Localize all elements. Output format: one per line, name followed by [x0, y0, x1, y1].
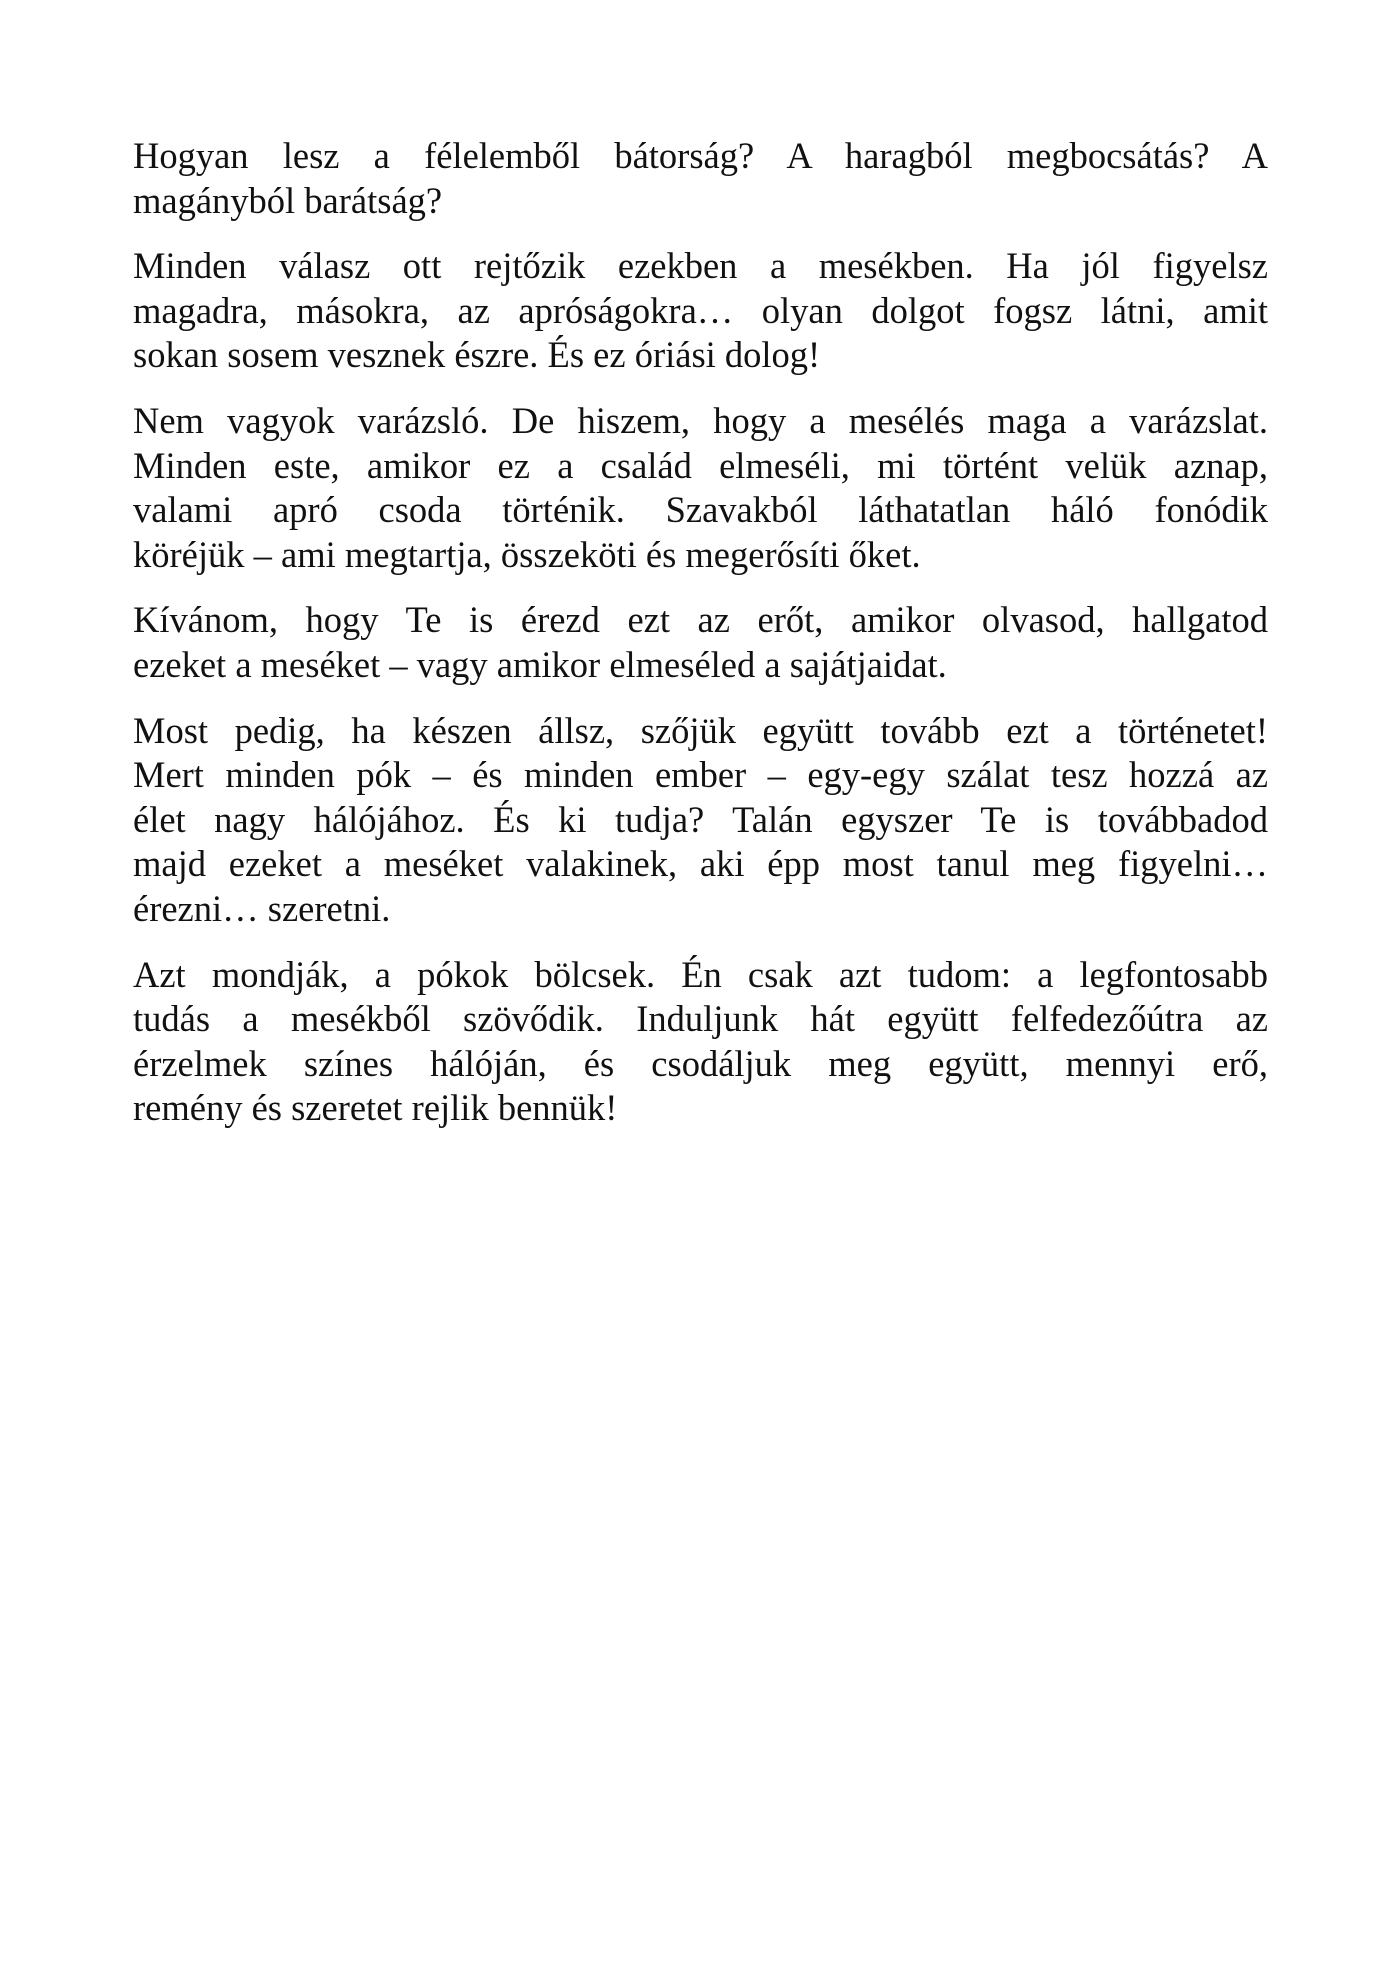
text-line: Minden válasz ott rejtőzik ezekben a mesékben. Ha jól figyelsz — [133, 245, 1268, 287]
text-line: Most pedig, ha készen állsz, szőjük együtt tovább ezt a történetet! — [133, 709, 1268, 751]
text-line: érzelmek színes hálóján, és csodáljuk meg együtt, mennyi erő, — [133, 1042, 1268, 1084]
text-line: Azt mondják, a pókok bölcsek. Én csak azt tudom: a legfontosabb — [133, 953, 1268, 995]
text-line: Nem vagyok varázsló. De hiszem, hogy a mesélés maga a varázslat. — [133, 399, 1268, 441]
paragraph-6 — [133, 953, 1268, 1131]
document-page — [133, 134, 1268, 1152]
text-line: élet nagy hálójához. És ki tudja? Talán egyszer Te is továbbadod — [133, 798, 1268, 840]
text-line: sokan sosem vesznek észre. És ez óriási dolog! — [133, 334, 821, 376]
text-line: Kívánom, hogy Te is érezd ezt az erőt, amikor olvasod, hallgatod — [133, 599, 1268, 641]
text-line: Minden este, amikor ez a család elmeséli, mi történt velük aznap, — [133, 444, 1268, 486]
text-line: érezni… szeretni. — [133, 887, 391, 929]
text-line: valami apró csoda történik. Szavakból láthatatlan háló fonódik — [133, 489, 1268, 531]
text-line: ezeket a meséket – vagy amikor elmeséled a sajátjaidat. — [133, 643, 947, 685]
paragraph-3 — [133, 399, 1268, 577]
text-line: Hogyan lesz a félelemből bátorság? A haragból megbocsátás? A — [133, 135, 1268, 176]
text-line: tudás a mesékből szövődik. Induljunk hát együtt felfedezőútra az — [133, 998, 1268, 1040]
text-line: magadra, másokra, az apróságokra… olyan dolgot fogsz látni, amit — [133, 289, 1268, 331]
paragraph-4 — [133, 598, 1268, 687]
text-line: majd ezeket a meséket valakinek, aki épp most tanul meg figyelni… — [133, 843, 1268, 885]
paragraph-2 — [133, 244, 1268, 378]
text-line: Mert minden pók – és minden ember – egy-egy szálat tesz hozzá az — [133, 754, 1268, 796]
paragraph-1 — [133, 134, 1268, 223]
text-line: remény és szeretet rejlik bennük! — [133, 1087, 618, 1129]
paragraph-5 — [133, 709, 1268, 932]
text-line: magányból barátság? — [133, 179, 443, 221]
text-line: köréjük – ami megtartja, összeköti és megerősíti őket. — [133, 533, 921, 575]
